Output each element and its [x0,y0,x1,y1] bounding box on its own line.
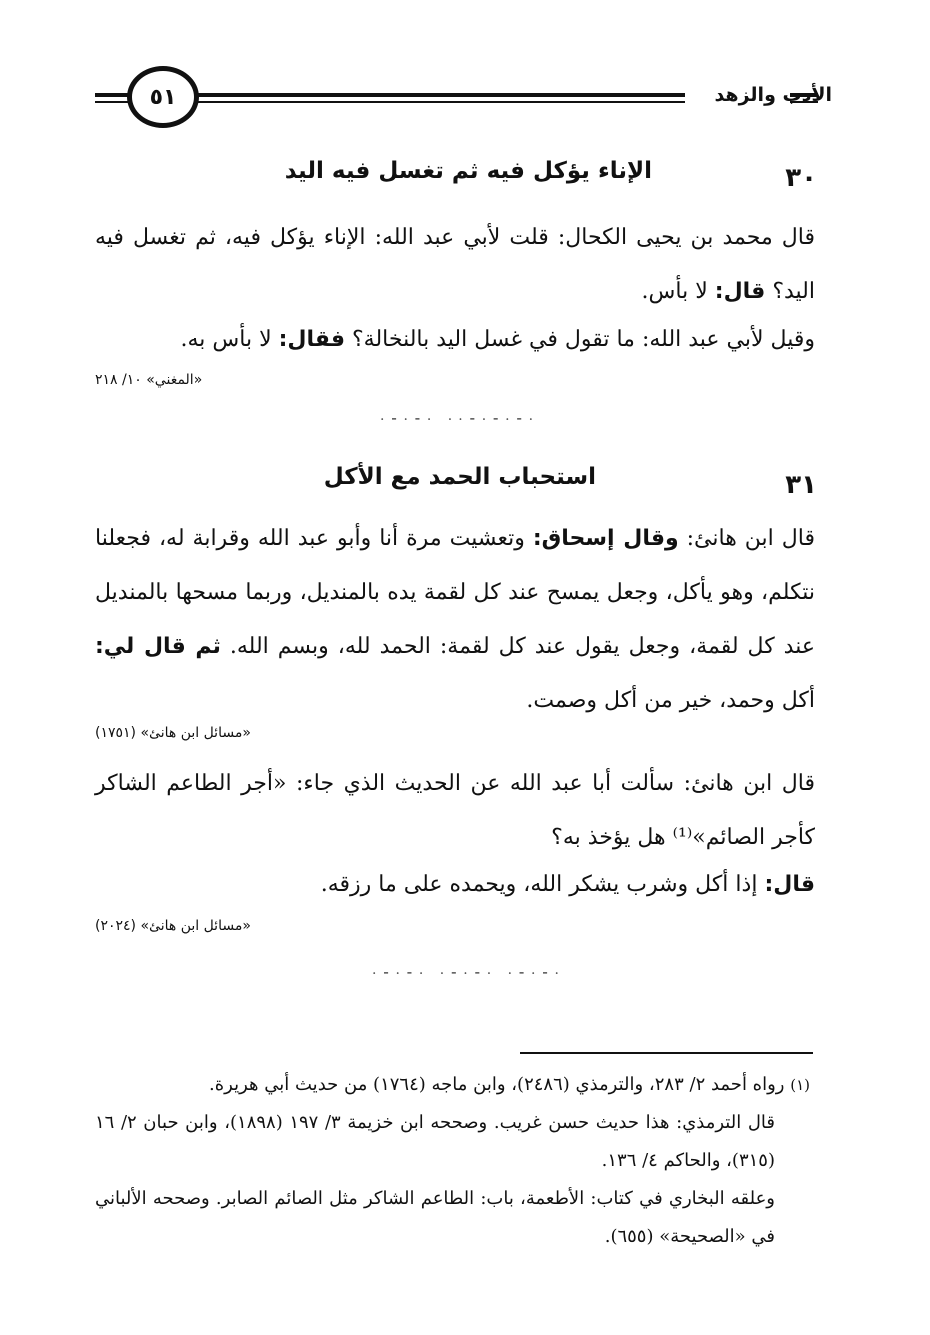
header-rule-right [195,93,685,97]
footnote [95,1066,810,1104]
paragraph: قال ابن هانئ: سألت أبا عبد الله عن الحديث الذي جاء: «أجر الطاعم الشاكر كأجر الصائم»⁽¹⁾ هل يؤخذ به؟ [95,771,815,850]
header-rule-right-under [195,101,685,103]
footnote-line: قال الترمذي: هذا حديث حسن غريب. وصححه ابن خزيمة ٣/ ١٩٧ (١٨٩٨)، وابن حبان ٢/ ١٦ (٣١٥)، والحاكم ٤/ ١٣٦. [95,1112,776,1171]
paragraph: قال محمد بن يحيى الكحال: قلت لأبي عبد الله: الإناء يؤكل فيه، ثم تغسل فيه اليد؟ قال: لا بأس. [95,225,815,304]
footnote-separator [520,1052,813,1054]
section-title: الإناء يؤكل فيه ثم تغسل فيه اليد [284,158,652,184]
footnote-line: رواه أحمد ٢/ ٢٨٣، والترمذي (٢٤٨٦)، وابن ماجه (١٧٦٤) من حديث أبي هريرة. [209,1074,785,1095]
paragraph: وقيل لأبي عبد الله: ما تقول في غسل اليد بالنخالة؟ فقال: لا بأس به. [180,327,815,352]
section-divider-ornament: ·⁃·⁃· ·⁃·⁃· ·⁃·⁃· [372,966,565,982]
source-citation: «مسائل ابن هانئ» (٢٠٢٤) [95,918,251,934]
footnote-continuation [95,1180,775,1256]
paragraph: قال: إذا أكل وشرب يشكر الله، ويحمده على ما رزقه. [320,872,815,897]
source-citation: «مسائل ابن هانئ» (١٧٥١) [95,725,251,741]
source-citation: «المغني» ١٠/ ٢١٨ [95,372,203,388]
paragraph: قال ابن هانئ: وقال إسحاق: وتعشيت مرة أنا وأبو عبد الله وقرابة له، فجعلنا نتكلم، وهو يأكل، وجعل يمسح عند كل لقمة يده بالمنديل، وربما مسحها بالمنديل عند كل لقمة، وجعل يقول عند كل لقمة: الحمد لله، وبسم الله. ثم قال لي: أكل وحمد، خير من أكل وصمت. [95,526,815,713]
running-header-title: الأدب والزهد [714,84,832,106]
section-number: ٣٠ [785,163,817,193]
section-divider-ornament: ·⁃·⁃· ··⁃·⁃·⁃· [380,412,540,428]
page-number: ٥١ [127,66,199,128]
footnote-continuation [95,1104,775,1180]
footnote-line: وعلقه البخاري في كتاب: الأطعمة، باب: الطاعم الشاكر مثل الصائم الصابر. وصححه الألباني في «الصحيحة» (٦٥٥). [95,1188,775,1247]
section-number: ٣١ [785,470,817,500]
section-title: استحباب الحمد مع الأكل [323,464,596,490]
footnote-number: (١) [790,1076,810,1094]
